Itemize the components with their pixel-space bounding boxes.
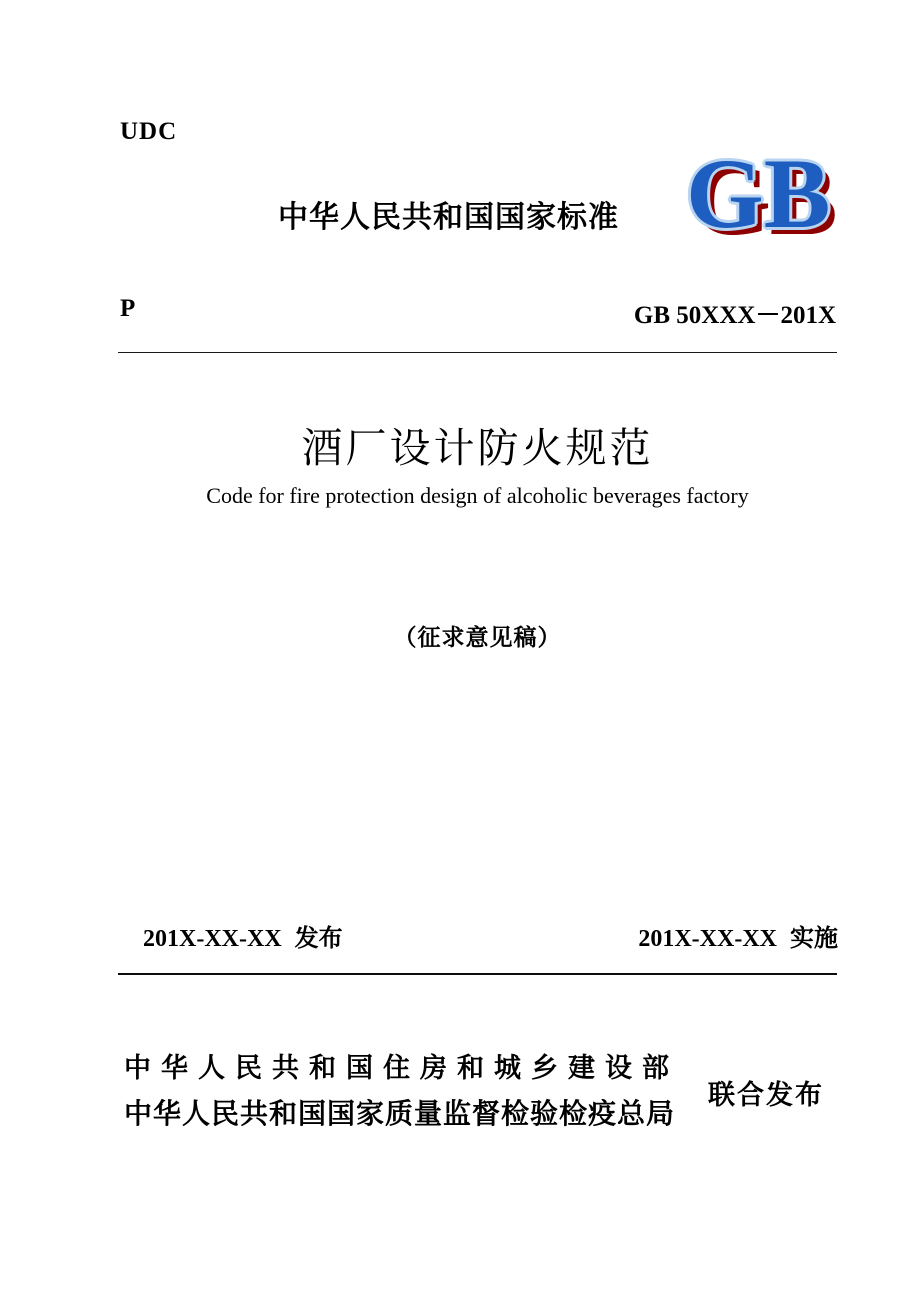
- document-title-english: Code for fire protection design of alcoholic beverages factory: [206, 483, 749, 508]
- publisher-agency-quality: 中华人民共和国国家质量监督检验检疫总局: [124, 1098, 676, 1129]
- issue-date-line: [143, 918, 343, 953]
- standard-type-heading: 中华人民共和国国家标准: [278, 201, 619, 234]
- standard-number: GB 50XXX－201X: [633, 302, 836, 329]
- publisher-agency-housing: 中华人民共和国住房和城乡建设部: [124, 1053, 679, 1083]
- header-divider-rule: [118, 352, 837, 353]
- gb-logo: GB: [686, 138, 831, 249]
- joint-publish-label: 联合发布: [708, 1080, 824, 1110]
- document-title-chinese: 酒厂设计防火规范: [301, 425, 654, 471]
- classification-code: P: [120, 295, 136, 322]
- issue-date-label: 发布: [294, 925, 343, 952]
- footer-divider-rule: [118, 973, 837, 975]
- implement-date-value: 201X-XX-XX: [638, 926, 777, 952]
- implement-date-label: 实施: [790, 925, 838, 952]
- udc-label: UDC: [120, 118, 178, 145]
- implement-date-line: [638, 918, 838, 953]
- issue-date-value: 201X-XX-XX: [143, 926, 282, 952]
- draft-note: （征求意见稿）: [393, 624, 562, 650]
